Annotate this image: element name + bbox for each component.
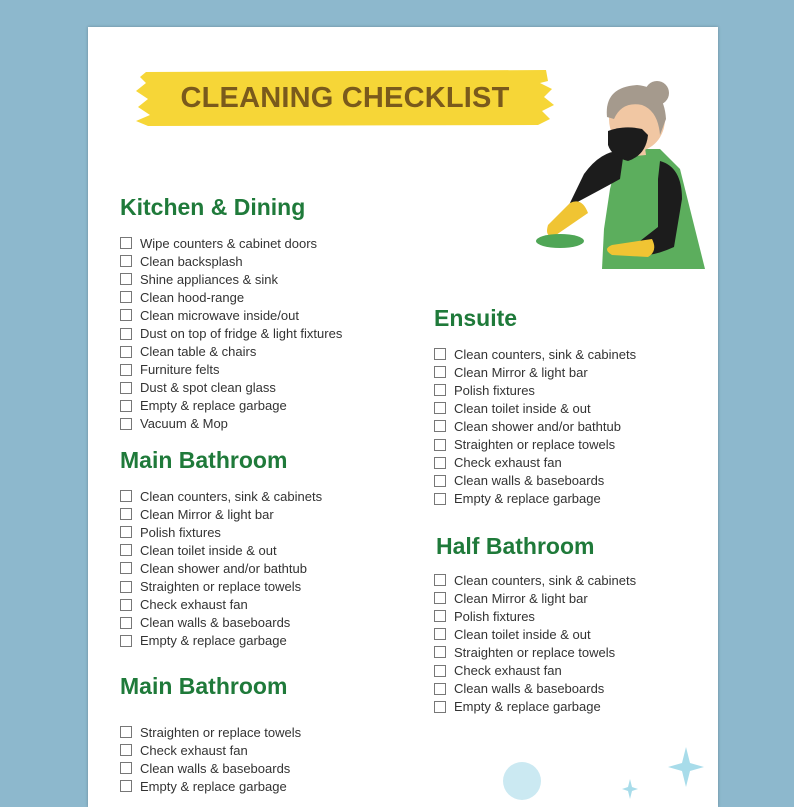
- checkbox[interactable]: [120, 418, 132, 430]
- checklist: [120, 234, 342, 433]
- item-label: Clean hood-range: [140, 289, 245, 305]
- section-kitchen-dining: [120, 192, 342, 433]
- checklist-item[interactable]: [434, 490, 636, 508]
- item-label: Clean counters, sink & cabinets: [454, 572, 637, 588]
- item-label: Clean Mirror & light bar: [454, 590, 588, 606]
- item-label: Empty & replace garbage: [454, 699, 601, 715]
- item-label: Clean toilet inside & out: [140, 542, 277, 558]
- section-main-bathroom-2: [120, 671, 301, 795]
- checklist-item[interactable]: [434, 643, 636, 661]
- checklist-item[interactable]: [434, 472, 636, 490]
- checklist: [120, 487, 322, 650]
- checkbox[interactable]: [434, 701, 446, 713]
- checkbox[interactable]: [120, 382, 132, 394]
- checkbox[interactable]: [434, 402, 446, 414]
- item-label: Straighten or replace towels: [140, 724, 302, 740]
- item-label: Check exhaust fan: [454, 663, 562, 679]
- checkbox[interactable]: [434, 592, 446, 604]
- checklist-item[interactable]: [120, 361, 342, 379]
- checklist-item[interactable]: [120, 252, 342, 270]
- checklist-item[interactable]: [120, 343, 342, 361]
- item-label: Check exhaust fan: [140, 742, 248, 758]
- checkbox[interactable]: [120, 273, 132, 285]
- checkbox[interactable]: [434, 665, 446, 677]
- checklist-item[interactable]: [120, 559, 322, 577]
- checkbox[interactable]: [120, 762, 132, 774]
- checkbox[interactable]: [434, 574, 446, 586]
- item-label: Clean Mirror & light bar: [140, 506, 274, 522]
- item-label: Dust & spot clean glass: [140, 380, 276, 396]
- section-heading: Ensuite: [434, 305, 518, 331]
- checkbox[interactable]: [434, 420, 446, 432]
- checkbox[interactable]: [120, 562, 132, 574]
- checklist-item[interactable]: [120, 523, 322, 541]
- checkbox[interactable]: [120, 581, 132, 593]
- checkbox[interactable]: [120, 544, 132, 556]
- checklist-item[interactable]: [120, 415, 342, 433]
- item-label: Clean backsplash: [140, 253, 243, 269]
- checklist-item[interactable]: [120, 759, 301, 777]
- checklist-item[interactable]: [120, 596, 322, 614]
- checkbox[interactable]: [120, 328, 132, 340]
- checkbox[interactable]: [120, 400, 132, 412]
- item-label: Clean toilet inside & out: [454, 626, 591, 642]
- checkbox[interactable]: [434, 384, 446, 396]
- checklist-item[interactable]: [434, 435, 636, 453]
- checklist-item[interactable]: [434, 345, 636, 363]
- checklist-item[interactable]: [434, 589, 636, 607]
- checklist-item[interactable]: [120, 324, 342, 342]
- checkbox[interactable]: [434, 683, 446, 695]
- item-label: Polish fixtures: [454, 382, 535, 398]
- page-title: CLEANING CHECKLIST: [180, 81, 510, 114]
- item-label: Clean shower and/or bathtub: [140, 560, 307, 576]
- section-ensuite: [434, 303, 636, 508]
- checklist-item[interactable]: [120, 379, 342, 397]
- checklist-item[interactable]: [434, 661, 636, 679]
- checkbox[interactable]: [434, 628, 446, 640]
- checkbox[interactable]: [434, 610, 446, 622]
- section-half-bathroom: [436, 531, 636, 716]
- checkbox[interactable]: [120, 508, 132, 520]
- item-label: Clean walls & baseboards: [140, 760, 291, 776]
- checklist-item[interactable]: [434, 607, 636, 625]
- item-label: Straighten or replace towels: [454, 437, 616, 453]
- checklist-item[interactable]: [120, 741, 301, 759]
- checklist-item[interactable]: [434, 680, 636, 698]
- item-label: Wipe counters & cabinet doors: [140, 235, 318, 251]
- checklist-item[interactable]: [120, 723, 301, 741]
- checklist-item[interactable]: [434, 399, 636, 417]
- checkbox[interactable]: [120, 255, 132, 267]
- item-label: Clean walls & baseboards: [454, 681, 605, 697]
- checklist: [120, 723, 301, 795]
- checklist: [434, 571, 636, 716]
- sparkle-decoration: [488, 747, 718, 807]
- checklist-item[interactable]: [120, 306, 342, 324]
- checkbox[interactable]: [120, 237, 132, 249]
- item-label: Empty & replace garbage: [140, 398, 287, 414]
- item-label: Furniture felts: [140, 362, 220, 378]
- section-heading: Main Bathroom: [120, 447, 288, 473]
- checkbox[interactable]: [120, 599, 132, 611]
- checkbox[interactable]: [120, 635, 132, 647]
- checkbox[interactable]: [434, 348, 446, 360]
- checklist: [434, 345, 636, 508]
- checkbox[interactable]: [434, 475, 446, 487]
- checklist-item[interactable]: [120, 505, 322, 523]
- checklist-item[interactable]: [120, 270, 342, 288]
- checklist-page: [88, 27, 718, 807]
- item-label: Clean microwave inside/out: [140, 307, 299, 323]
- item-label: Clean counters, sink & cabinets: [140, 488, 323, 504]
- checkbox[interactable]: [120, 726, 132, 738]
- checklist-item[interactable]: [120, 777, 301, 795]
- checklist-item[interactable]: [120, 632, 322, 650]
- checkbox[interactable]: [120, 291, 132, 303]
- item-label: Empty & replace garbage: [140, 633, 287, 649]
- section-heading: Main Bathroom: [120, 673, 288, 699]
- cleaning-woman-illustration: [452, 79, 712, 274]
- item-label: Clean walls & baseboards: [140, 615, 291, 631]
- checklist-item[interactable]: [120, 487, 322, 505]
- checklist-item[interactable]: [434, 625, 636, 643]
- checklist-item[interactable]: [434, 381, 636, 399]
- checklist-item[interactable]: [120, 577, 322, 595]
- item-label: Shine appliances & sink: [140, 271, 279, 287]
- item-label: Check exhaust fan: [454, 455, 562, 471]
- section-main-bathroom: [120, 445, 322, 650]
- checklist-item[interactable]: [434, 454, 636, 472]
- item-label: Straighten or replace towels: [140, 579, 302, 595]
- item-label: Polish fixtures: [454, 608, 535, 624]
- checkbox[interactable]: [120, 780, 132, 792]
- checkbox[interactable]: [434, 493, 446, 505]
- checkbox[interactable]: [434, 646, 446, 658]
- checklist-item[interactable]: [120, 541, 322, 559]
- item-label: Dust on top of fridge & light fixtures: [140, 326, 343, 342]
- checklist-item[interactable]: [434, 698, 636, 716]
- checklist-item[interactable]: [120, 288, 342, 306]
- item-label: Clean counters, sink & cabinets: [454, 346, 637, 362]
- checkbox[interactable]: [120, 309, 132, 321]
- item-label: Straighten or replace towels: [454, 644, 616, 660]
- checkbox[interactable]: [434, 457, 446, 469]
- checkbox[interactable]: [120, 617, 132, 629]
- checkbox[interactable]: [120, 526, 132, 538]
- item-label: Empty & replace garbage: [140, 778, 287, 794]
- checkbox[interactable]: [434, 366, 446, 378]
- checklist-item[interactable]: [120, 397, 342, 415]
- item-label: Clean table & chairs: [140, 344, 257, 360]
- item-label: Clean toilet inside & out: [454, 400, 591, 416]
- item-label: Clean Mirror & light bar: [454, 364, 588, 380]
- checklist-item[interactable]: [434, 571, 636, 589]
- checkbox[interactable]: [120, 744, 132, 756]
- checkbox[interactable]: [120, 346, 132, 358]
- item-label: Check exhaust fan: [140, 597, 248, 613]
- checklist-item[interactable]: [120, 614, 322, 632]
- section-heading: Half Bathroom: [436, 533, 595, 559]
- item-label: Polish fixtures: [140, 524, 221, 540]
- item-label: Clean shower and/or bathtub: [454, 418, 621, 434]
- checkbox[interactable]: [120, 490, 132, 502]
- item-label: Clean walls & baseboards: [454, 473, 605, 489]
- item-label: Vacuum & Mop: [140, 416, 228, 432]
- checklist-item[interactable]: [434, 363, 636, 381]
- checklist-item[interactable]: [120, 234, 342, 252]
- checkbox[interactable]: [120, 364, 132, 376]
- checkbox[interactable]: [434, 439, 446, 451]
- item-label: Empty & replace garbage: [454, 491, 601, 507]
- section-heading: Kitchen & Dining: [120, 194, 306, 220]
- checklist-item[interactable]: [434, 417, 636, 435]
